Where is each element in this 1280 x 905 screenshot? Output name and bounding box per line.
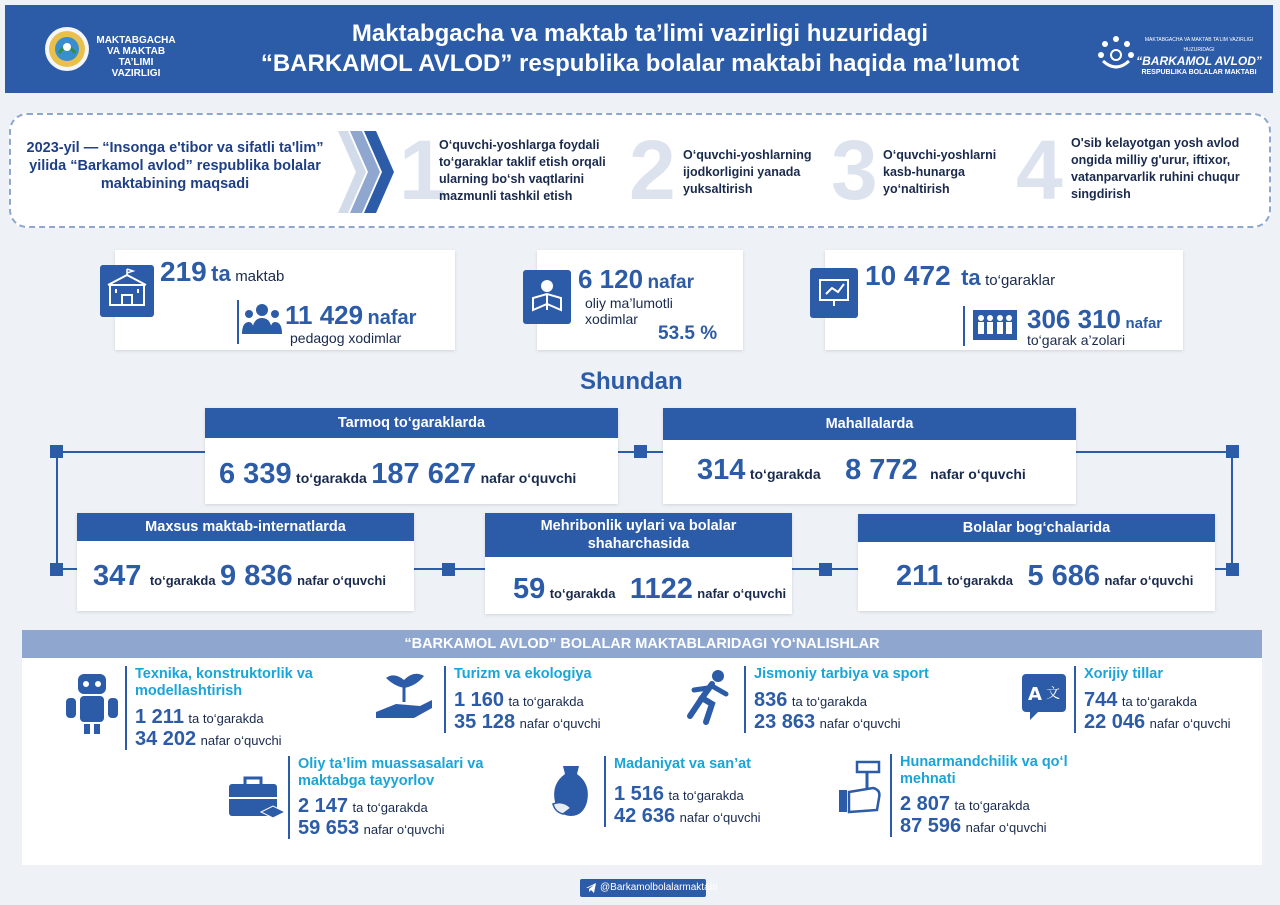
svg-text:A: A <box>1028 684 1042 705</box>
divider <box>963 306 965 346</box>
box-values: 59 to‘garakda 1122 nafar o‘quvchi <box>513 573 787 605</box>
goal-2-number: 2 <box>629 123 676 217</box>
direction-crafts: Hunarmandchilik va qo‘l mehnati 2 807 ta to‘garakda 87 596 nafar o‘quvchi <box>890 754 1090 837</box>
ministry-name: MAKTABGACHA VA MAKTAB TA’LIMI VAZIRLIGI <box>96 35 176 79</box>
box-values: 211 to‘garakda 5 686 nafar o‘quvchi <box>896 560 1194 592</box>
connector-line <box>56 451 58 569</box>
clubs-stat: 10 472 ta to‘garaklar <box>865 260 1056 291</box>
page-title: Maktabgacha va maktab ta’limi vazirligi huzuridagi “BARKAMOL AVLOD” respublika bolalar maktabi haqida ma’lumot <box>260 20 1020 77</box>
translate-icon <box>1020 672 1068 722</box>
box-values: 6 339 to‘garakda 187 627 nafar o‘quvchi <box>219 458 577 490</box>
direction-higher-ed: Oliy ta’lim muassasalari va maktabga tayyorlov 2 147 ta to‘garakda 59 653 nafar o‘quvchi <box>288 756 488 839</box>
goal-2-text: O‘quvchi-yoshlarning ijodkorligini yanada yuksaltirish <box>683 148 812 196</box>
connector-node <box>634 445 647 458</box>
chevron-arrows-icon <box>334 127 394 217</box>
direction-tech: Texnika, konstruktorlik va modellashtirish 1 211 ta to‘garakda 34 202 nafar o‘quvchi <box>125 666 355 750</box>
teachers-group-icon <box>242 302 282 339</box>
goal-4-text: O'sib kelayotgan yosh avlod ongida milliy g'urur, iftixor, vatanparvarlik ruhini chuqur singdirish <box>1071 136 1240 201</box>
goal-1-number: 1 <box>399 123 446 217</box>
schools-stat: 219 ta maktab <box>160 256 285 287</box>
directions-title: “BARKAMOL AVLOD” BOLALAR MAKTABLARIDAGI YO‘NALISHLAR <box>22 630 1262 658</box>
connector-line <box>1231 451 1233 569</box>
connector-node <box>819 563 832 576</box>
box-orphanages <box>485 513 792 614</box>
children-group-icon <box>973 310 1017 340</box>
plant-hand-icon <box>374 670 434 724</box>
goals-panel <box>9 113 1271 228</box>
teachers-label: pedagog xodimlar <box>290 330 402 346</box>
presentation-board-icon <box>810 268 858 318</box>
connector-node <box>50 563 63 576</box>
members-stat: 306 310 nafar <box>1027 304 1163 334</box>
ministry-emblem-icon <box>45 27 89 71</box>
school-building-icon <box>100 265 154 317</box>
box-title: Tarmoq to‘garaklarda <box>205 408 618 438</box>
barkamol-logo-icon <box>1095 33 1137 75</box>
direction-sport: Jismoniy tarbiya va sport 836 ta to‘garakda 23 863 nafar o‘quvchi <box>744 666 974 733</box>
higher-education-percent: 53.5 % <box>658 323 718 344</box>
box-title: Maxsus maktab-internatlarda <box>77 513 414 541</box>
robot-icon <box>64 670 120 736</box>
connector-node <box>1226 445 1239 458</box>
connector-node <box>442 563 455 576</box>
header-banner <box>5 5 1273 93</box>
direction-culture: Madaniyat va san’at 1 516 ta to‘garakda 42 636 nafar o‘quvchi <box>604 756 804 827</box>
barkamol-logo-text: MAKTABGACHA VA MAKTAB TA’LIM VAZIRLIGI HUZURIDAGI “BARKAMOL AVLOD” RESPUBLIKA BOLALAR MAKTABI <box>1136 37 1262 76</box>
box-network-clubs <box>205 408 618 504</box>
divider <box>237 300 239 344</box>
box-values: 347 to‘garakda 9 836 nafar o‘quvchi <box>93 560 386 592</box>
reading-person-icon <box>523 270 571 324</box>
members-label: to‘garak a’zolari <box>1027 332 1126 348</box>
box-values: 314 to‘garakda 8 772 nafar o‘quvchi <box>697 454 1026 486</box>
svg-text:文: 文 <box>1046 686 1060 702</box>
goal-3-number: 3 <box>831 123 878 217</box>
box-kindergartens <box>858 514 1215 611</box>
direction-tourism: Turizm va ekologiya 1 160 ta to‘garakda 35 128 nafar o‘quvchi <box>444 666 654 733</box>
box-mahallas <box>663 408 1076 504</box>
box-boarding-schools <box>77 513 414 611</box>
section-title-shundan: Shundan <box>580 368 683 395</box>
goals-intro: 2023-yil — “Insonga e'tibor va sifatli ta'lim” yilida “Barkamol avlod” respublika bolalar maktabining maqsadi <box>26 140 324 192</box>
runner-icon <box>682 668 738 726</box>
vase-icon <box>549 764 593 820</box>
box-title: Bolalar bog‘chalarida <box>858 514 1215 542</box>
directions-panel <box>22 630 1262 865</box>
hammer-hand-icon <box>837 760 887 820</box>
goal-4-number: 4 <box>1016 123 1063 217</box>
box-title: Mehribonlik uylari va bolalar shaharchasida <box>485 513 792 557</box>
telegram-channel-link[interactable]: @Barkamolbolalarmaktabi <box>580 879 706 897</box>
box-title: Mahallalarda <box>663 408 1076 440</box>
teachers-stat: 11 429 nafar <box>285 300 417 330</box>
higher-education-label: oliy ma’lumotli xodimlar <box>585 295 673 327</box>
higher-education-stat: 6 120 nafar <box>578 264 694 294</box>
direction-languages: Xorijiy tillar 744 ta to‘garakda 22 046 nafar o‘quvchi <box>1074 666 1259 733</box>
connector-node <box>50 445 63 458</box>
telegram-icon <box>585 882 597 894</box>
goal-3-text: O‘quvchi-yoshlarni kasb-hunarga yo‘naltirish <box>883 148 997 196</box>
connector-node <box>1226 563 1239 576</box>
briefcase-icon <box>227 774 287 826</box>
goal-1-text: O‘quvchi-yoshlarga foydali to‘garaklar taklif etish orqali ularning bo‘sh vaqtlarini mazmunli tashkil etish <box>439 138 606 203</box>
